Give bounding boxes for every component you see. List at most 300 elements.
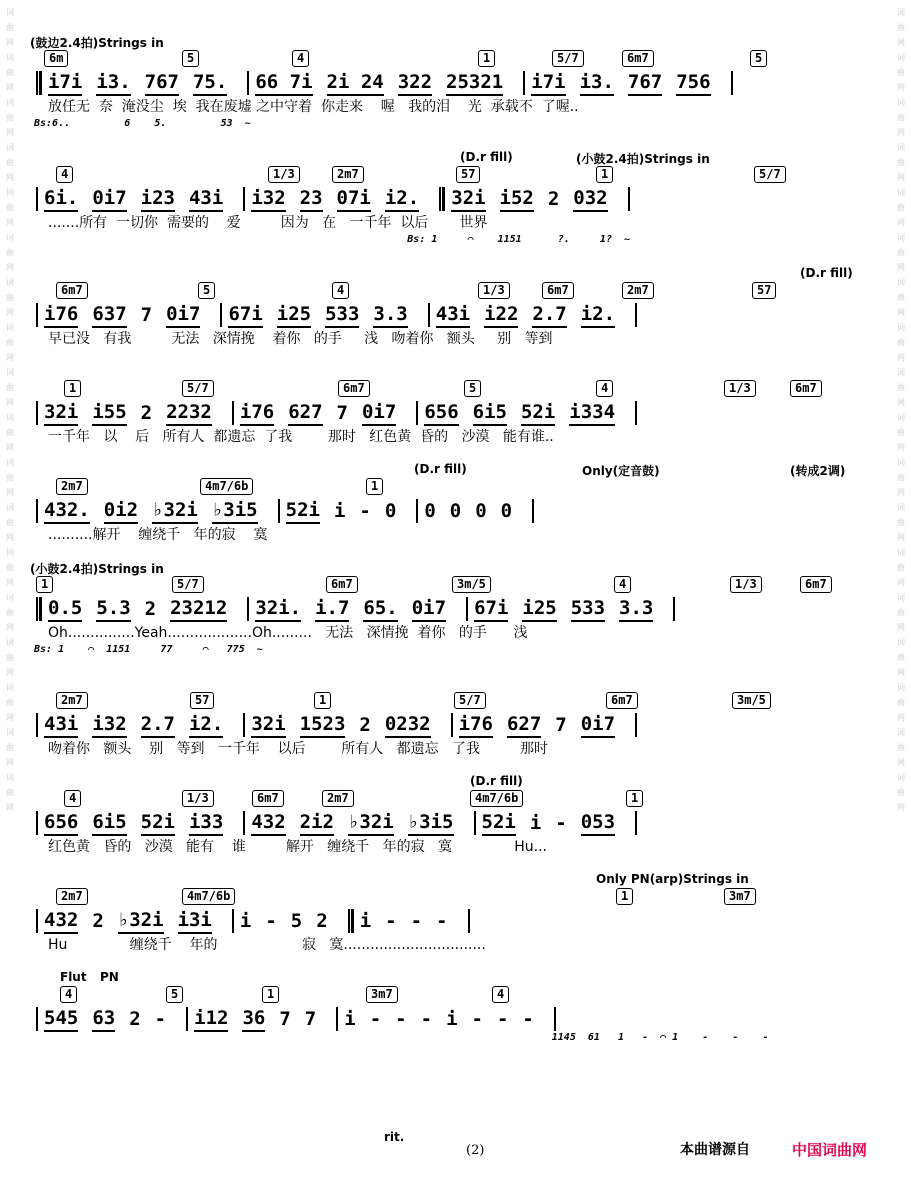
chord-symbol: 4: [56, 166, 73, 183]
note-group: 32i.: [255, 597, 301, 622]
watermark-char: 网: [897, 713, 905, 722]
notation-line: [30, 70, 880, 96]
watermark-char: 曲: [6, 338, 14, 347]
note-group: 2: [359, 713, 371, 736]
performance-annotation: PN: [100, 970, 119, 984]
note-group: 23212: [170, 597, 227, 622]
watermark-char: 曲: [6, 383, 14, 392]
barline: [628, 187, 630, 211]
watermark-char: 词: [897, 323, 905, 332]
watermark-char: 词: [897, 233, 905, 242]
annotation-line: [30, 970, 880, 986]
watermark-char: 词: [897, 728, 905, 737]
bass-line: Bs: 1 ⌒ 1151 ?. 1? ~: [34, 234, 631, 245]
chord-symbol: 2m7: [56, 888, 88, 905]
performance-annotation: (D.r fill): [414, 462, 467, 476]
note-group: 6i5: [473, 401, 507, 426]
barline: [220, 303, 222, 327]
watermark-char: 词: [6, 188, 14, 197]
barline: [232, 909, 234, 933]
annotation-line: [30, 266, 880, 282]
page-number: (2): [466, 1143, 485, 1158]
chord-line: [30, 50, 880, 70]
chord-symbol: 5/7: [182, 380, 214, 397]
system-spacer: [30, 760, 880, 774]
chord-symbol: 4: [614, 576, 631, 593]
note-group: 627: [288, 401, 322, 426]
chord-symbol: 6m7: [56, 282, 88, 299]
chord-symbol: 5/7: [754, 166, 786, 183]
score-system: [30, 364, 880, 462]
note-group: -: [265, 909, 277, 932]
note-group: 0: [384, 499, 397, 522]
chord-symbol: 4: [64, 790, 81, 807]
watermark-char: 词: [6, 638, 14, 647]
note-group: 0i2: [104, 499, 138, 524]
music-score: [30, 34, 880, 1064]
watermark-char: 曲: [6, 698, 14, 707]
watermark-char: 词: [6, 8, 14, 17]
note-group: 52i: [286, 499, 320, 524]
watermark-char: 曲: [6, 113, 14, 122]
chord-symbol: 1: [64, 380, 81, 397]
barline: [247, 71, 249, 95]
watermark-char: 网: [6, 623, 14, 632]
watermark-char: 网: [897, 128, 905, 137]
score-system: [30, 676, 880, 774]
chord-symbol: 1: [314, 692, 331, 709]
note-group: 0i7: [166, 303, 200, 328]
note-group: 533: [325, 303, 359, 328]
barline: [36, 187, 38, 211]
watermark-char: 网: [897, 263, 905, 272]
note-group: -: [154, 1007, 167, 1030]
chord-symbol: 5/7: [454, 692, 486, 709]
watermark-char: 网: [897, 38, 905, 47]
page-footer: [0, 1130, 911, 1170]
watermark-char: 网: [6, 533, 14, 542]
note-group: 0i7: [581, 713, 615, 738]
note-group: 545: [44, 1007, 78, 1032]
system-spacer: [30, 350, 880, 364]
notation-line: [30, 712, 880, 738]
watermark-char: 网: [6, 308, 14, 317]
bass-line: Bs:6.. 6 5. 53 ~: [34, 118, 251, 129]
notation-line: [30, 810, 880, 836]
watermark-char: 曲: [897, 248, 905, 257]
note-group: -: [359, 499, 371, 522]
note-group: 7: [279, 1007, 291, 1030]
chord-symbol: 5: [198, 282, 215, 299]
note-group: 0i7: [362, 401, 396, 426]
note-group: 0i7: [412, 597, 446, 622]
note-group: 7: [304, 1007, 317, 1030]
barline: [731, 71, 733, 95]
note-group: 053: [581, 811, 615, 836]
note-group: i32: [92, 713, 126, 738]
watermark-char: 曲: [897, 518, 905, 527]
note-group: i: [446, 1007, 458, 1030]
watermark-char: 词: [897, 458, 905, 467]
watermark-char: 词: [6, 233, 14, 242]
chord-symbol: 4: [596, 380, 613, 397]
notation-line: [30, 302, 880, 328]
watermark-char: 曲: [6, 788, 14, 797]
barline: [474, 811, 476, 835]
chord-symbol: 2m7: [322, 790, 354, 807]
watermark-char: 词: [6, 593, 14, 602]
note-group: 32i: [251, 713, 285, 738]
watermark-char: 词: [897, 503, 905, 512]
chord-symbol: 1: [36, 576, 53, 593]
note-group: 0: [449, 499, 462, 522]
note-group: i: [529, 811, 542, 834]
lyric-text: 一千年 以 后 所有人 都遗忘 了我 那时 红色黄 昏的 沙漠 能有谁..: [48, 429, 554, 445]
chord-symbol: 2m7: [56, 692, 88, 709]
note-group: ♭32i: [118, 909, 164, 934]
barline: [36, 499, 38, 523]
note-group: 3.3: [619, 597, 653, 622]
barline: [278, 499, 280, 523]
note-group: i3.: [96, 71, 130, 96]
watermark-char: 网: [897, 668, 905, 677]
note-group: i12: [194, 1007, 228, 1032]
barline: [635, 401, 637, 425]
note-group: 3.3: [373, 303, 407, 328]
score-system: [30, 560, 880, 676]
chord-symbol: 6m7: [622, 50, 654, 67]
notation-line: [30, 400, 880, 426]
watermark-char: 词: [6, 413, 14, 422]
note-group: 2232: [166, 401, 212, 426]
watermark-char: 曲: [897, 383, 905, 392]
note-group: -: [385, 909, 397, 932]
notation-line: [30, 908, 880, 934]
system-spacer: [30, 1050, 880, 1064]
annotation-line: [30, 676, 880, 692]
lyric-text: 红色黄 昏的 沙漠 能有 谁 解开 缠绕千 年的寂 寞 Hu...: [48, 839, 548, 855]
note-group: 0.5: [48, 597, 82, 622]
note-group: 656: [424, 401, 458, 426]
watermark-char: 曲: [897, 113, 905, 122]
note-group: i2.: [385, 187, 419, 212]
note-group: 637: [92, 303, 126, 328]
chord-symbol: 3m/5: [452, 576, 491, 593]
watermark-char: 词: [6, 278, 14, 287]
watermark-char: 曲: [6, 158, 14, 167]
watermark-char: 曲: [897, 653, 905, 662]
note-group: 6i.: [44, 187, 78, 212]
barline: [451, 713, 453, 737]
barline: [416, 401, 418, 425]
watermark-char: 词: [897, 683, 905, 692]
chord-symbol: 1/3: [182, 790, 214, 807]
source-label: 本曲谱源自: [680, 1142, 750, 1158]
chord-symbol: 1/3: [730, 576, 762, 593]
watermark-char: 词: [6, 503, 14, 512]
note-group: i: [333, 499, 346, 522]
chord-symbol: 6m7: [252, 790, 284, 807]
watermark-char: 网: [6, 173, 14, 182]
watermark-char: 词: [6, 548, 14, 557]
note-group: 0232: [385, 713, 431, 738]
chord-line: [30, 692, 880, 712]
watermark-left: [2, 0, 18, 1189]
note-group: i334: [569, 401, 615, 426]
lyrics-line: [30, 622, 880, 644]
note-group: 25321: [446, 71, 503, 96]
chord-symbol: 6m7: [542, 282, 574, 299]
watermark-char: 网: [897, 623, 905, 632]
note-group: -: [410, 909, 423, 932]
note-group: 0: [424, 499, 436, 522]
note-group: 432: [44, 909, 78, 934]
note-group: -: [496, 1007, 509, 1030]
watermark-char: 网: [897, 578, 905, 587]
note-group: i55: [92, 401, 126, 426]
watermark-char: 网: [6, 128, 14, 137]
watermark-char: 网: [6, 398, 14, 407]
barline: [428, 303, 430, 327]
annotation-line: [30, 462, 880, 478]
barline: [243, 713, 245, 737]
note-group: 432: [251, 811, 285, 836]
lyrics-line: [30, 738, 880, 760]
watermark-char: 词: [897, 188, 905, 197]
watermark-char: 网: [897, 83, 905, 92]
note-group: i2.: [581, 303, 615, 328]
chord-line: [30, 888, 880, 908]
note-group: -: [369, 1007, 382, 1030]
chord-symbol: 6m7: [326, 576, 358, 593]
watermark-char: 词: [897, 638, 905, 647]
double-barline: [36, 597, 42, 621]
note-group: 43i: [44, 713, 78, 738]
notation-line: [30, 1006, 880, 1032]
bass-line: 1145 61 1 - ⌒ 1 - - -: [34, 1032, 769, 1043]
system-spacer: [30, 252, 880, 266]
note-group: i25: [277, 303, 311, 328]
chord-symbol: 57: [752, 282, 776, 299]
barline: [635, 811, 637, 835]
watermark-char: 网: [6, 488, 14, 497]
watermark-char: 词: [6, 728, 14, 737]
note-group: 0i7: [92, 187, 126, 212]
note-group: i3i: [178, 909, 212, 934]
barline: [36, 909, 38, 933]
watermark-char: 网: [897, 488, 905, 497]
note-group: 67i: [228, 303, 262, 328]
watermark-char: 曲: [897, 23, 905, 32]
watermark-char: 网: [6, 263, 14, 272]
annotation-line: [30, 150, 880, 166]
watermark-char: 词: [6, 323, 14, 332]
watermark-char: 曲: [897, 428, 905, 437]
lyrics-line: [30, 836, 880, 858]
score-system: [30, 34, 880, 150]
note-group: -: [471, 1007, 483, 1030]
watermark-char: 词: [897, 593, 905, 602]
note-group: 36: [242, 1007, 265, 1032]
barline: [466, 597, 468, 621]
watermark-char: 网: [897, 758, 905, 767]
note-group: ♭32i: [348, 811, 394, 836]
note-group: 0: [475, 499, 487, 522]
note-group: 65.: [363, 597, 397, 622]
note-group: 533: [571, 597, 605, 622]
watermark-char: 曲: [897, 68, 905, 77]
annotation-line: [30, 872, 880, 888]
chord-symbol: 1/3: [478, 282, 510, 299]
note-group: 2: [92, 909, 104, 932]
watermark-char: 网: [6, 668, 14, 677]
chord-symbol: 2m7: [622, 282, 654, 299]
note-group: i76: [44, 303, 78, 328]
note-group: 32i: [44, 401, 78, 426]
barline: [554, 1007, 556, 1031]
double-barline: [36, 71, 42, 95]
chord-symbol: 1: [262, 986, 279, 1003]
watermark-char: 词: [897, 413, 905, 422]
chord-symbol: 1/3: [268, 166, 300, 183]
chord-symbol: 6m: [44, 50, 68, 67]
system-spacer: [30, 136, 880, 150]
watermark-char: 曲: [6, 518, 14, 527]
watermark-char: 网: [6, 713, 14, 722]
note-group: 7: [140, 303, 153, 326]
performance-annotation: (小鼓2.4拍)Strings in: [30, 562, 164, 576]
chord-symbol: 5: [182, 50, 199, 67]
chord-symbol: 57: [456, 166, 480, 183]
watermark-char: 网: [897, 308, 905, 317]
note-group: 5: [290, 909, 303, 932]
barline: [416, 499, 418, 523]
watermark-char: 词: [6, 368, 14, 377]
note-group: 2i 24: [327, 71, 384, 96]
watermark-char: 词: [897, 278, 905, 287]
lyric-text: 早已没 有我 无法 深情挽 着你 的手 浅 吻着你 额头 别 等到: [48, 331, 553, 347]
chord-line: [30, 282, 880, 302]
watermark-char: 曲: [897, 338, 905, 347]
note-group: i25: [522, 597, 556, 622]
chord-symbol: 5: [166, 986, 183, 1003]
watermark-char: 曲: [897, 158, 905, 167]
lyric-text: 放任无 奈 淹没尘 埃 我在废墟 之中守着 你走来 喔 我的泪 光 承载不 了喔..: [48, 99, 579, 115]
performance-annotation: Only PN(arp)Strings in: [596, 872, 749, 886]
annotation-line: [30, 34, 880, 50]
notation-line: [30, 498, 880, 524]
watermark-char: 曲: [6, 23, 14, 32]
lyric-text: Oh...............Yeah...................Oh......... 无法 深情挽 着你 的手 浅: [48, 625, 528, 641]
note-group: i76: [459, 713, 493, 738]
note-group: ♭3i5: [212, 499, 258, 524]
watermark-char: 曲: [897, 563, 905, 572]
chord-symbol: 4: [292, 50, 309, 67]
system-spacer: [30, 858, 880, 872]
chord-symbol: 2m7: [56, 478, 88, 495]
note-group: 52i: [482, 811, 516, 836]
chord-symbol: 4m7/6b: [200, 478, 253, 495]
note-group: 66 7i: [255, 71, 312, 96]
chord-symbol: 4: [492, 986, 509, 1003]
note-group: 2: [129, 1007, 141, 1030]
note-group: 07i: [337, 187, 371, 212]
watermark-char: 词: [6, 773, 14, 782]
note-group: 627: [507, 713, 541, 738]
note-group: i2.: [189, 713, 223, 738]
note-group: i7i: [48, 71, 82, 96]
barline: [36, 303, 38, 327]
performance-annotation: Only(定音鼓): [582, 464, 660, 478]
chord-symbol: 2m7: [332, 166, 364, 183]
chord-symbol: 1: [626, 790, 643, 807]
note-group: i76: [240, 401, 274, 426]
note-group: 2: [547, 187, 560, 210]
note-group: i52: [500, 187, 534, 212]
barline: [468, 909, 470, 933]
watermark-char: 网: [897, 533, 905, 542]
notation-line: [30, 186, 880, 212]
watermark-char: 曲: [897, 608, 905, 617]
lyrics-line: [30, 328, 880, 350]
note-group: -: [555, 811, 567, 834]
barline: [232, 401, 234, 425]
chord-symbol: 3m7: [724, 888, 756, 905]
note-group: 2: [140, 401, 153, 424]
score-system: [30, 462, 880, 560]
watermark-char: 词: [897, 98, 905, 107]
system-spacer: [30, 662, 880, 676]
watermark-char: 词: [897, 143, 905, 152]
watermark-char: 曲: [6, 473, 14, 482]
note-group: 63: [92, 1007, 115, 1032]
chord-symbol: 57: [190, 692, 214, 709]
bass-line: Bs: 1 ⌒ 1151 77 ⌒ 775 ~: [34, 644, 263, 655]
watermark-char: 曲: [897, 698, 905, 707]
performance-annotation: (小鼓2.4拍)Strings in: [576, 152, 710, 166]
performance-annotation: (D.r fill): [470, 774, 523, 788]
watermark-char: 曲: [6, 653, 14, 662]
note-group: i32: [251, 187, 285, 212]
note-group: 767: [628, 71, 662, 96]
chord-symbol: 5/7: [552, 50, 584, 67]
chord-symbol: 4m7/6b: [182, 888, 235, 905]
watermark-char: 曲: [897, 788, 905, 797]
lyrics-line: [30, 212, 880, 234]
score-system: [30, 774, 880, 872]
watermark-char: 词: [6, 683, 14, 692]
note-group: 23: [300, 187, 323, 212]
note-group: 756: [676, 71, 710, 96]
chord-symbol: 6m7: [790, 380, 822, 397]
note-group: 7: [336, 401, 348, 424]
note-group: 0: [500, 499, 513, 522]
barline: [247, 597, 249, 621]
note-group: ♭32i: [152, 499, 198, 524]
watermark-char: 网: [897, 443, 905, 452]
watermark-char: 曲: [6, 428, 14, 437]
note-group: i3.: [580, 71, 614, 96]
note-group: 2: [316, 909, 328, 932]
note-group: 52i: [141, 811, 175, 836]
note-group: 2.7: [141, 713, 175, 738]
note-group: 322: [398, 71, 432, 96]
note-group: i: [344, 1007, 356, 1030]
chord-line: [30, 166, 880, 186]
note-group: 2.7: [532, 303, 566, 328]
site-name[interactable]: 中国词曲网: [792, 1141, 868, 1159]
chord-symbol: 5: [750, 50, 767, 67]
